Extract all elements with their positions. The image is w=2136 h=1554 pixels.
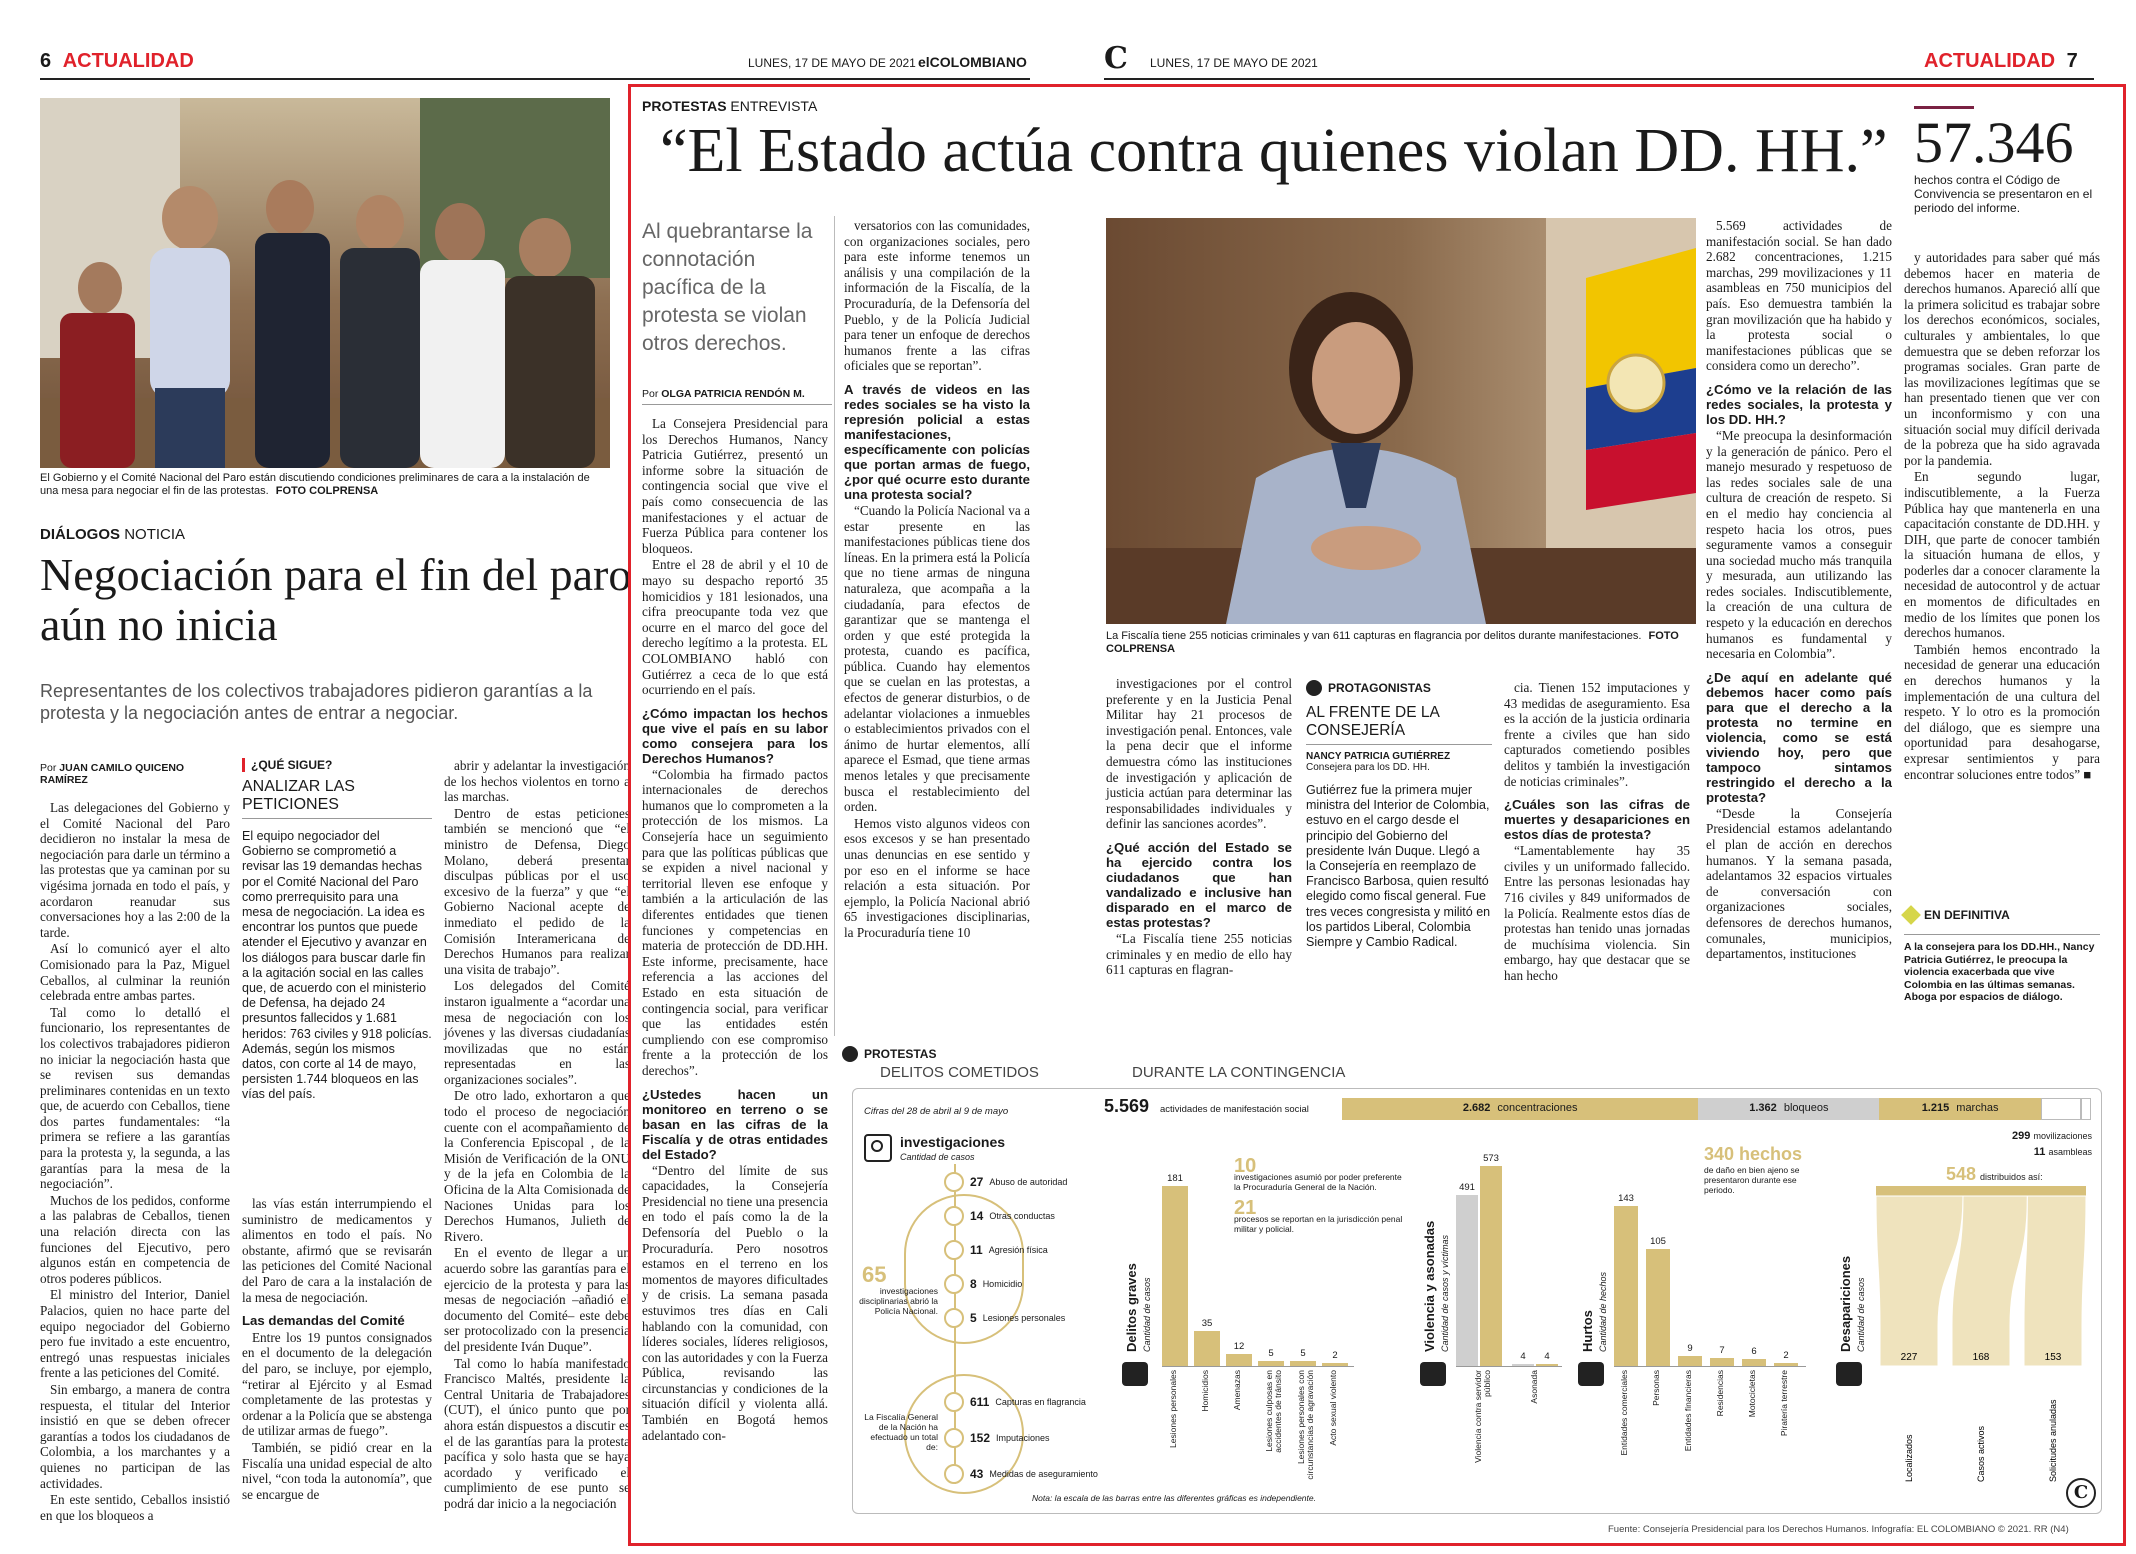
bar: [1742, 1359, 1766, 1366]
activity-segment-label: 11 asambleas: [2033, 1146, 2092, 1158]
interview-photo: [1106, 218, 1696, 624]
activity-segment: [2081, 1098, 2091, 1120]
bar-value-label: 4: [1520, 1351, 1526, 1362]
item-dot: [944, 1428, 964, 1448]
item-value: 611: [970, 1395, 990, 1409]
bar-value-label: 573: [1483, 1153, 1499, 1164]
people-icon: [842, 1046, 858, 1062]
desapariciones-subtitle: Cantidad de casos: [1856, 1277, 1866, 1352]
activity-segment-label: 1.215 marchas: [1921, 1102, 1999, 1114]
desapariciones-title: Desapariciones: [1838, 1255, 1853, 1352]
desap-flow-band: [2024, 1196, 2086, 1366]
left-col-1: [40, 800, 230, 1540]
right-col-3: [1106, 676, 1292, 1046]
item-label: Abuso de autoridad: [989, 1177, 1068, 1187]
investigation-item: [944, 1240, 1114, 1260]
hurtos-bars: [1614, 1134, 1824, 1504]
bar-value-label: 105: [1650, 1235, 1666, 1247]
kicker: [40, 526, 185, 543]
chart-note: Nota: la escala de las barras entre las diferentes gráficas es independiente.: [1032, 1493, 1316, 1503]
item-value: 8: [970, 1277, 977, 1291]
bar-category-label: Homicidios: [1200, 1370, 1210, 1412]
investigation-item: [944, 1206, 1114, 1226]
item-dot: [944, 1172, 964, 1192]
item-value: 5: [970, 1311, 977, 1325]
bar-baseline: [1614, 1366, 1806, 1367]
column-divider: [834, 216, 835, 1036]
byline-author: OLGA PATRICIA RENDÓN M.: [661, 388, 805, 400]
bar-value-label: 6: [1751, 1346, 1757, 1358]
paragraph: abrir y adelantar la investigación de los hechos violentos en torno a las marchas.: [444, 758, 630, 805]
delitos-title: Delitos graves: [1124, 1263, 1139, 1352]
feature-kicker: [642, 98, 817, 114]
bar-value-label: 2: [1783, 1350, 1789, 1361]
paragraph: “Lamentablemente hay 35 civiles y un uniformado fallecido. Entre las personas lesionadas hay 716 civiles y 849 uniformados de la Policía. Realmente estos días de protestas han tenido unas jornadas de muchísima violencia. Sin embargo, hay que destacar que se han hecho: [1504, 843, 1690, 983]
caption-text: El Gobierno y el Comité Nacional del Paro están discutiendo condiciones preliminares de cara a la instalación de una mesa para negociar el fin de las protestas.: [40, 472, 590, 497]
person-icon: [1306, 680, 1322, 696]
paragraph: El ministro del Interior, Daniel Palacios, quien no hace parte del equipo negociador del Gobierno pero fue invitado a este encuentro, entregó unas respuestas iniciales frente a las peticiones del Comité.: [40, 1287, 230, 1381]
desapariciones-panel: [1836, 1134, 2098, 1504]
note-2-text: procesos se reportan en la jurisdicción penal militar y policial.: [1234, 1214, 1403, 1234]
handcuffs-icon: [1122, 1362, 1148, 1386]
bar-value-label: 5: [1268, 1348, 1274, 1360]
header-date: LUNES, 17 DE MAYO DE 2021: [748, 56, 916, 70]
byline: [40, 762, 220, 786]
investigation-item: [944, 1464, 1114, 1484]
infographic-kicker-row: [842, 1046, 936, 1062]
item-value: 14: [970, 1209, 984, 1223]
left-col-3: [444, 758, 630, 1538]
bar-value-label: 143: [1618, 1193, 1634, 1204]
infographic-title-left: DELITOS COMETIDOS: [880, 1064, 1039, 1081]
photo-credit: FOTO COLPRENSA: [1106, 630, 1679, 655]
protagonist-text: Gutiérrez fue la primera mujer ministra del Interior de Colombia, estuvo en el cargo desde el principio del Gobierno del presidente Iván Duque. Llegó a la Consejería en reemplazo de Francisco Barbosa, quien resultó elegido como fiscal general. Fue tres veces congresista y militó en los partidos Liberal, Colombia Siempre y Cambio Radical.: [1306, 783, 1491, 950]
question: A través de videos en las redes sociales se ha visto la represión policial a estas manifestaciones, específicamente con policías que portan armas de fuego, ¿por qué ocurre esto durante una protesta social?: [844, 381, 1030, 502]
photo-caption: [40, 472, 610, 498]
desap-category-label: Solicitudes anuladas: [2048, 1399, 2058, 1482]
sidebar-text: El equipo negociador del Gobierno se comprometió a revisar las 19 demandas hechas por el Comité Nacional del Paro como prerrequisito para una mesa de negociación. La idea es encontrar los puntos que puede atender el Ejecutivo y avanzar en los diálogos para buscar darle fin a la agitación social en las calles que, de acuerdo con el ministerio de Defensa, ha dejado 24 presuntos fallecidos y 1.681 heridos: 763 civiles y 918 policías. Además, según los mismos datos, con corte al 14 de mayo, persisten 1.744 bloqueos en las vías del país.: [242, 829, 432, 1102]
activity-segment-label: 2.682 concentraciones: [1462, 1102, 1578, 1114]
investigations-subtitle: Cantidad de casos: [900, 1152, 975, 1162]
paragraph: En segundo lugar, indiscutiblemente, a la Fuerza Pública hay que mantenerla en una capacitación constante de DD.HH. y DIH, que parte de conocer también la situación humana de ellos, y poderles dar a conocer claramente la necesidad de autocontrol y de actuar en momentos de dificultades en medio de los límites que ponen los derechos humanos.: [1904, 469, 2100, 641]
kicker-topic: DIÁLOGOS: [40, 526, 121, 543]
police-total: 65: [862, 1262, 887, 1287]
activity-segment: [2041, 1098, 2081, 1120]
bar-category-label: Entidades comerciales: [1619, 1370, 1629, 1456]
item-value: 27: [970, 1175, 984, 1189]
period-label: Cifras del 28 de abril al 9 de mayo: [864, 1106, 1009, 1117]
delitos-subtitle: Cantidad de casos: [1142, 1277, 1152, 1352]
section-label: ACTUALIDAD: [1924, 50, 2056, 72]
item-label: Lesiones personales: [982, 1313, 1066, 1323]
brand-name: elCOLOMBIANO: [918, 54, 1027, 70]
item-value: 11: [970, 1243, 983, 1257]
right-col-6: [1904, 250, 2100, 890]
violencia-bars: [1456, 1134, 1566, 1504]
bar-category-label: Lesiones culposas en accidentes de tránsito: [1264, 1370, 1283, 1453]
question: ¿Qué acción del Estado se ha ejercido contra los ciudadanos que han vandalizado e inclusive han disparado en el marco de estas protestas?: [1106, 839, 1292, 930]
right-col-2: [844, 218, 1030, 1038]
desap-category-label: Casos activos: [1976, 1425, 1986, 1482]
item-value: 152: [970, 1431, 991, 1445]
right-col-4: [1504, 680, 1690, 1040]
infographic-logo: C: [2066, 1478, 2096, 1508]
delitos-bars: [1162, 1134, 1402, 1504]
investigation-item: [944, 1392, 1114, 1412]
protagonist-role: Consejera para los DD. HH.: [1306, 762, 1430, 773]
right-col-1: [642, 416, 828, 1538]
hurtos-subtitle: Cantidad de hechos: [1598, 1271, 1608, 1352]
callout-text: de daño en bien ajeno se presentaron durante ese periodo.: [1704, 1165, 1800, 1195]
investigations-panel: [859, 1134, 1114, 1504]
item-dot: [944, 1240, 964, 1260]
item-dot: [944, 1308, 964, 1328]
paragraph: investigaciones por el control preferente y en la Justicia Penal Militar hay 21 procesos de investigación penal. Entonces, vale la pena decir que el informe demuestra cómo las instituciones de investigación y aplicación de justicia actúan para determinar las responsabilidades individuales y definir las sanciones acordes”.: [1106, 676, 1292, 832]
paragraph: cia. Tienen 152 imputaciones y 43 medidas de aseguramiento. Esa es la acción de la justicia ordinaria frente a civiles que han sido capturados cometiendo posibles delitos y también la investigación de noticias criminales”.: [1504, 680, 1690, 789]
bar-category-label: Violencia contra servidor público: [1473, 1370, 1492, 1463]
desapariciones-total-row: [1946, 1164, 2043, 1185]
bar-baseline: [1456, 1366, 1562, 1367]
header-date: LUNES, 17 DE MAYO DE 2021: [1150, 56, 1318, 70]
paragraph: Tal como lo había manifestado Francisco Maltés, presidente la Central Unitaria de Trabajadores (CUT), el único punto que por ahora están dispuestos a discutir es el de las garantías para la protesta pacífica y solo hasta que se haya acordado y verificado el cumplimiento de ese punto se podrá dar inicio a la negociación: [444, 1355, 630, 1511]
protagonist-title: AL FRENTE DE LA CONSEJERÍA: [1306, 704, 1492, 745]
page-number: 7: [2066, 50, 2078, 72]
bar: [1162, 1186, 1188, 1366]
bar: [1678, 1356, 1702, 1366]
bar-category-label: Amenazas: [1232, 1370, 1242, 1411]
bar-value-label: 181: [1167, 1173, 1183, 1184]
paragraph: La Consejera Presidencial para los Derechos Humanos, Nancy Patricia Gutiérrez, presentó un informe sobre la situación de contingencia social que vive el país como consecuencia de las manifestaciones y el actuar de Fuerza Pública para contener los bloqueos.: [642, 416, 828, 556]
negotiation-photo: [40, 98, 610, 468]
paragraph: Dentro de estas peticiones también se mencionó que “el ministro de Defensa, Diego Molano, deberá presentar disculpas públicas por el uso excesivo de la fuerza” y que “el Gobierno Nacional acepte de inmediato el pedido de la Comisión Interamericana de Derechos Humanos para realizar una visita de trabajo”.: [444, 805, 630, 977]
bar-value-label: 35: [1201, 1318, 1213, 1330]
desap-flow-band: [1876, 1196, 1963, 1366]
question: ¿Cómo ve la relación de las redes sociales, la protesta y los DD. HH.?: [1706, 381, 1892, 427]
paragraph: Sin embargo, a manera de contra respuesta, el titular del Interior insistió en que se deben ofrecer garantías a todos los ciudadanos de Colombia, a los marchantes y a quienes no participan de las actividades.: [40, 1381, 230, 1491]
item-label: Otras conductas: [989, 1211, 1055, 1221]
right-page-header: [1924, 50, 2078, 73]
paragraph: Entre los 19 puntos consignados en el documento de la delegación del paro, se incluye, por ejemplo, “retirar al Ejército y al Esmad completamente de las protestas y ordenar a la Policía que se abstenga de utilizar armas de fuego”.: [242, 1329, 432, 1439]
bar-value-label: 9: [1687, 1342, 1693, 1354]
kicker-type: NOTICIA: [124, 526, 186, 543]
note-1-text: investigaciones asumió por poder preferente la Procuraduría General de la Nación.: [1234, 1172, 1402, 1192]
left-col-2: [242, 1196, 432, 1536]
bar: [1646, 1249, 1670, 1366]
police-caption: investigaciones disciplinarias abrió la Policía Nacional.: [859, 1286, 938, 1316]
bar-value-label: 5: [1300, 1348, 1306, 1360]
bar: [1456, 1195, 1478, 1366]
page-number: 6: [40, 50, 52, 72]
paragraph: Tal como lo detalló el funcionario, los representantes de los colectivos trabajadores pidieron no iniciar la negociación hasta que se revisen sus demandas preliminares contenidas en un texto que, de acuerdo con Ceballos, tiene dos partes fundamentales: “la primera se refiere a las garantías para la protesta y, la segunda, a las garantías para la mesa de la negociación”.: [40, 1004, 230, 1192]
que-sigue-sidebar: [242, 758, 432, 1178]
investigation-item: [944, 1308, 1114, 1328]
paragraph: “Desde la Consejería Presidencial estamos adelantando el plan de acción en derechos humanos. Y la semana pasada, adelantamos 32 espacios virtuales de conversación con organizaciones sociales, defensores de derechos humanos, comunales, municipios, departamentos, instituciones: [1706, 805, 1892, 962]
item-value: 43: [970, 1467, 984, 1481]
byline-author: JUAN CAMILO QUICENO RAMÍREZ: [40, 762, 185, 786]
sidebar-kicker: ¿QUÉ SIGUE?: [242, 758, 432, 772]
delitos-graves-panel: [1122, 1134, 1412, 1504]
desap-value-label: 153: [2044, 1352, 2062, 1363]
bar-category-label: Lesiones personales con circunstancias de agravación: [1296, 1370, 1315, 1480]
bar-category-label: Asonada: [1529, 1370, 1539, 1404]
paragraph: “Colombia ha firmado pactos internacionales de derechos humanos que lo comprometen a la protección de los mismos. La Consejería hace un seguimiento para que las políticas públicas que se expiden a nivel nacional y territorial lleven ese enfoque y también a la articulación de las diferentes entidades que tienen funciones y competencias en materia de protección de DD.HH. Este informe, precisamente, hace referencia a las acciones del Estado en esta situación de contingencia social, para verificar que las entidades estén cumpliendo con ese compromiso frente a la protección de los derechos”.: [642, 766, 828, 1078]
pull-quote: Al quebrantarse la connotación pacífica de la protesta se violan otros derechos.: [642, 220, 813, 355]
item-label: Medidas de aseguramiento: [989, 1469, 1098, 1479]
investigation-item: [944, 1428, 1114, 1448]
bar-category-label: Entidades financieras: [1683, 1370, 1693, 1452]
item-label: Imputaciones: [996, 1433, 1050, 1443]
bar-value-label: 2: [1332, 1350, 1338, 1361]
item-dot: [944, 1206, 964, 1226]
subheading: Las demandas del Comité: [242, 1313, 405, 1329]
activity-segment-label: 1.362 bloqueos: [1749, 1102, 1829, 1114]
question: ¿Cuáles son las cifras de muertes y desapariciones en estos días de protesta?: [1504, 797, 1690, 843]
sidebar-title: ANALIZAR LAS PETICIONES: [242, 778, 432, 819]
protagonist-kicker-row: [1306, 680, 1492, 696]
kicker-type: ENTREVISTA: [730, 98, 818, 114]
bar-category-label: Personas: [1651, 1370, 1661, 1406]
question: ¿Cómo impactan los hechos que vive el país en su labor como consejera para los Derechos Humanos?: [642, 705, 828, 766]
protagonist-sidebar: [1306, 680, 1492, 950]
bar: [1480, 1166, 1502, 1366]
paragraph: versatorios con las comunidades, con organizaciones sociales, pero para este informe tenemos un análisis y una compilación de la información de la Fiscalía, de la Procuraduría, de la Defensoría del Pueblo, y de la Policía Judicial para tener un enfoque de derechos humanos frente a las cifras oficiales que se reportan”.: [844, 218, 1030, 374]
kicker-topic: PROTESTAS: [642, 98, 727, 114]
definitiva-title: EN DEFINITIVA: [1924, 908, 2010, 922]
desap-value-label: 168: [1972, 1352, 1990, 1363]
paragraph: Así lo comunicó ayer el alto Comisionado para la Paz, Miguel Ceballos, al culminar la reunión celebrada entre ambas partes.: [40, 941, 230, 1004]
desapariciones-flow: [1876, 1186, 2096, 1486]
feature-headline: “El Estado actúa contra quienes violan DD. HH.”: [660, 117, 1888, 185]
bar-category-label: Acto sexual violento: [1328, 1370, 1338, 1446]
infographic-title-right: DURANTE LA CONTINGENCIA: [1132, 1064, 1346, 1081]
paragraph: “Me preocupa la desinformación y la generación de pánico. Pero el manejo mesurado y respetuoso de las redes sociales sale de una cultura de creación de respeto. Si en el medio hay conciencia al respeto hacia los otros, pues seguramente vamos a conseguir una sociedad mucho más tranquila y mesurada, aun utilizando las redes sociales. Indiscutiblemente, la creación de una cultura de respeto y la educación en derechos humanos es fundamental y necesaria en Colombia”.: [1706, 427, 1892, 662]
investigation-item: [944, 1172, 1114, 1192]
protagonist-name: NANCY PATRICIA GUTIÉRREZ: [1306, 751, 1451, 762]
item-label: Capturas en flagrancia: [995, 1397, 1086, 1407]
paragraph: Los delegados del Comité instaron igualmente a “acordar una mesa de negociación con los jóvenes y las diversas ciudadanías movilizadas que no están representadas en las organizaciones sociales”.: [444, 978, 630, 1087]
paragraph: En este sentido, Ceballos insistió en que los bloqueos a: [40, 1492, 230, 1523]
infographic: [842, 1046, 2116, 1532]
bar-value-label: 12: [1233, 1341, 1245, 1353]
source-credit: Fuente: Consejería Presidencial para los Derechos Humanos. Infografía: EL COLOMBIANO © 2021. RR (N4): [1608, 1524, 2069, 1535]
bar-category-label: Residencias: [1715, 1370, 1725, 1417]
magnifier-icon: [864, 1134, 892, 1162]
note-2-value: 21: [1234, 1197, 1257, 1219]
section-label: ACTUALIDAD: [62, 50, 194, 72]
bar-baseline: [1162, 1366, 1354, 1367]
paragraph: las vías están interrumpiendo el suministro de medicamentos y alimentos en todo el país. No obstante, afirmó que se revisarán las peticiones del Comité Nacional del Paro de cara a la instalación de la mesa de negociación.: [242, 1196, 432, 1305]
hurtos-panel: [1578, 1134, 1828, 1504]
header-rule: [1104, 78, 2094, 80]
bar: [1226, 1354, 1252, 1366]
paragraph: “La Fiscalía tiene 255 noticias criminales y en medio de ello hay 611 capturas en flagran-: [1106, 930, 1292, 978]
protagonist-kicker: PROTAGONISTAS: [1328, 681, 1431, 695]
desap-total-bar: [1876, 1186, 2086, 1196]
desapariciones-total: 548: [1946, 1164, 1977, 1184]
left-page-header: [40, 50, 194, 73]
missing-people-icon: [1836, 1362, 1862, 1386]
caption-text: La Fiscalía tiene 255 noticias criminales y van 611 capturas en flagrancia por delitos durante manifestaciones.: [1106, 630, 1642, 642]
paragraph: y autoridades para saber qué más debemos hacer en materia de derechos humanos. Apareció allí que la primera solicitud es trabajar sobre los derechos económicos, sociales, culturales y ambientales, lo que demuestra que se deben reforzar los programas sociales. Gran parte de las movilizaciones legítimas que se han presentado tienen que ver con un inconformismo y con una situación social muy difícil derivada de la pobreza que ha sido agravada por la pandemia.: [1904, 250, 2100, 468]
big-stat: [1914, 106, 2114, 215]
right-col-5: [1706, 218, 1892, 1038]
byline-prefix: Por: [642, 388, 659, 400]
bar-category-label: Motocicletas: [1747, 1370, 1757, 1418]
headline: Negociación para el fin del paro aún no inicia: [40, 549, 632, 650]
bar: [1194, 1331, 1220, 1366]
violencia-title: Violencia y asonadas: [1422, 1220, 1437, 1352]
stat-caption: hechos contra el Código de Convivencia se presentaron en el periodo del informe.: [1914, 173, 2093, 215]
activities-total: 5.569: [1104, 1096, 1150, 1116]
checker-icon: [1901, 905, 1921, 925]
byline-rule: [642, 404, 832, 405]
item-label: Agresión física: [988, 1245, 1048, 1255]
bar-value-label: 4: [1544, 1351, 1550, 1362]
infographic-kicker: PROTESTAS: [864, 1047, 937, 1061]
violencia-panel: [1420, 1134, 1570, 1504]
item-dot: [944, 1274, 964, 1294]
thief-icon: [1578, 1362, 1604, 1386]
question: ¿Ustedes hacen un monitoreo en terreno o se basan en las cifras de la Fiscalía y de otras entidades del Estado?: [642, 1086, 828, 1162]
activity-segment-label: 299 movilizaciones: [2012, 1130, 2092, 1142]
hurtos-title: Hurtos: [1580, 1310, 1595, 1352]
paragraph: “Cuando la Policía Nacional va a estar presente en las manifestaciones públicas tiene dos líneas. En la primera está la Policía que no tiene armas de ninguna naturaleza, que acompaña a la ciudadanía, para efectos de garantizar que se mantenga el orden y que esté protegida la protesta, cuando es pacífica, pública. Cuando hay elementos que se cuelan en las protestas, a efectos de generar disturbios, o de adelantar violaciones a inmuebles o establecimientos privados con el ánimo de hurtar elementos, allí aparece el Esmad, que tiene armas menos letales y que precisamente busca el restablecimiento del orden.: [844, 502, 1030, 815]
desap-flow-band: [1952, 1196, 2027, 1366]
bar-value-label: 491: [1459, 1181, 1475, 1193]
paragraph: También hemos encontrado la necesidad de generar una educación en derechos humanos y la implementación de una cultura del respeto. Y lo otro es la promoción del diálogo, que es siempre una oportunidad para desahogarse, expresar sentimientos y para encontrar soluciones entre todos” ■: [1904, 641, 2100, 782]
paragraph: También, se pidió crear en la Fiscalía una unidad especial de alto nivel, “con toda la autonomía”, que se encargue de: [242, 1439, 432, 1502]
paragraph: “Dentro del límite de sus capacidades, la Consejería Presidencial no tiene una presencia en todo el país como la de la Defensoría del Pueblo o la Procuraduría. Pero nosotros estamos en el terreno en los momentos de mayores dificultades y de crisis. La semana pasada estuvimos tres días en Cali hablando con la comunidad, con líderes sociales, líderes religiosos, con las autoridades y con la Fuerza Pública, revisando las circunstancias y condiciones de la situación difícil y violenta allá. También en Bogotá hemos adelantado con-: [642, 1162, 828, 1443]
definitiva-kicker-row: [1904, 908, 2100, 922]
paragraph: Las delegaciones del Gobierno y el Comité Nacional del Paro decidieron no instalar la mesa de negociación para darle un término a las protestas que ya caminan por su vigésima jornada en todo el país, y acordaron reanudar sus conversaciones hoy a las 2:00 de la tarde.: [40, 800, 230, 940]
paragraph: 5.569 actividades de manifestación social. Se han dado 2.682 concentraciones, 1.215 marchas, 299 movilizaciones y 11 asambleas en 750 municipios del país. Eso demuestra también la gran movilización que ha habido y la protesta social o manifestaciones públicas que se considera como un derecho”.: [1706, 218, 1892, 374]
bar-category-label: Lesiones personales: [1168, 1370, 1178, 1448]
crowd-icon: [1420, 1362, 1446, 1386]
desapariciones-total-caption: distribuidos así:: [1980, 1172, 2043, 1182]
desap-value-label: 227: [1900, 1352, 1918, 1363]
header-rule: [40, 78, 1030, 80]
logo-letter: C: [1104, 41, 1128, 76]
paragraph: De otro lado, exhortaron a que todo el proceso de negociación cuente con el acompañamiento de la Conferencia Episcopal , de la Misión de Verificación de la ONU y de la jefa en Colombia de la Oficina de la Alta Comisionada de Naciones Unidas para los Derechos Humanos, Julieth de Rivero.: [444, 1088, 630, 1244]
stat-number: 57.346: [1914, 110, 2074, 175]
el-colombiano-logo: [1104, 41, 1132, 76]
question: ¿De aquí en adelante qué debemos hacer como país para que el derecho a la protesta no termine en violencia, como se está viviendo hoy, pero que tampoco sintamos restringido el derecho a la protesta?: [1706, 669, 1892, 805]
paragraph: Hemos visto algunos videos con esos excesos y se han presentado unas denuncias en ese sentido y por eso en el informe se hace relación a esta situación. Por ejemplo, la Policía Nacional abrió 65 investigaciones disciplinarias, la Procuraduría tiene 10: [844, 815, 1030, 940]
item-label: Homicidio: [982, 1279, 1023, 1289]
investigation-item: [944, 1274, 1114, 1294]
paragraph: Muchos de los pedidos, conforme a las palabras de Ceballos, tienen una relación directa con las funciones del Ejecutivo, pero algunos están en competencia de otros poderes públicos.: [40, 1192, 230, 1286]
byline-prefix: Por: [40, 762, 57, 774]
photo-credit: FOTO COLPRENSA: [275, 485, 379, 497]
bar: [1710, 1358, 1734, 1366]
investigations-title: investigaciones: [900, 1134, 1006, 1150]
definitiva-text: A la consejera para los DD.HH., Nancy Patricia Gutiérrez, le preocupa la violencia exacerbada que vive Colombia en las últimas semanas. Aboga por espacios de diálogo.: [1904, 934, 2100, 1004]
violencia-subtitle: Cantidad de casos y víctimas: [1440, 1234, 1450, 1352]
activities-caption: actividades de manifestación social: [1160, 1104, 1309, 1115]
bar: [1614, 1206, 1638, 1366]
item-dot: [944, 1392, 964, 1412]
bar-category-label: Piratería terrestre: [1779, 1370, 1789, 1437]
callout-value: 340 hechos: [1704, 1144, 1803, 1164]
stat-accent: [1914, 106, 1974, 109]
bar-value-label: 7: [1719, 1345, 1725, 1357]
item-dot: [944, 1464, 964, 1484]
feature-byline: [642, 388, 832, 400]
paragraph: En el evento de llegar a un acuerdo sobre las garantías para el ejercicio de la protesta y para las mesas de negociación –añadió el documento del Comité– este debe ser protocolizado con la presencia del presidente Iván Duque”.: [444, 1245, 630, 1354]
interview-photo-caption: [1106, 630, 1696, 656]
desap-category-label: Localizados: [1904, 1434, 1914, 1482]
en-definitiva-box: [1904, 908, 2100, 1004]
note-1-value: 10: [1234, 1155, 1257, 1177]
deck: Representantes de los colectivos trabajadores pidieron garantías a la protesta y la negociación antes de entrar a negociar.: [40, 681, 593, 723]
paragraph: Entre el 28 de abril y el 10 de mayo su despacho reportó 35 homicidios y 181 lesionados, una cifra preocupante toda vez que ocurre en el marco del goce del derecho legítimo a la protesta. EL COLOMBIANO habló con Gutiérrez a ceca de lo que está ocurriendo en el país.: [642, 557, 828, 698]
fiscalia-caption: La Fiscalía General de la Nación ha efectuado un total de:: [864, 1412, 938, 1452]
